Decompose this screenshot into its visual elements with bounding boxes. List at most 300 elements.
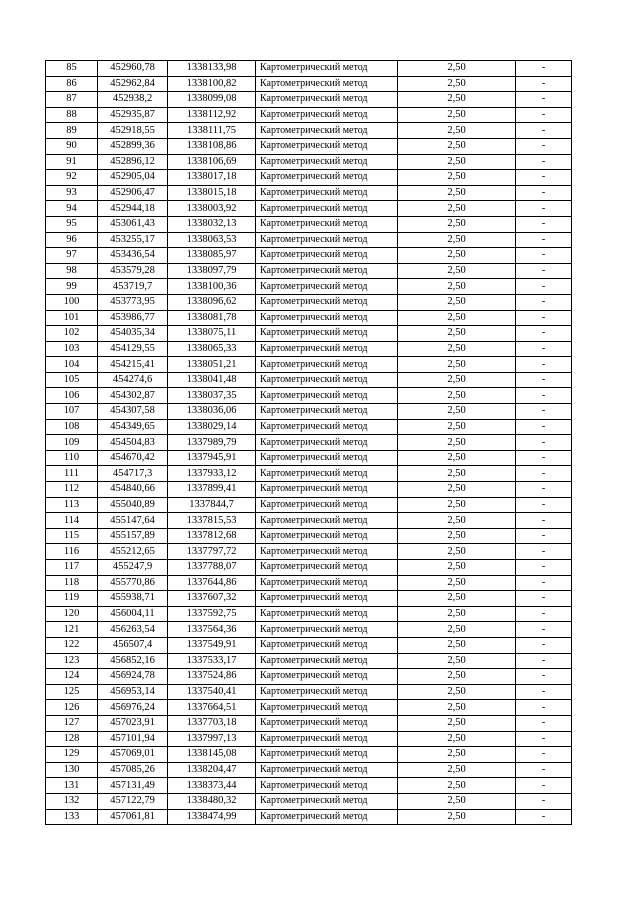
method-cell: Картометрический метод xyxy=(256,560,398,576)
y-coordinate-cell: 1338373,44 xyxy=(168,778,256,794)
y-coordinate-cell: 1337549,91 xyxy=(168,637,256,653)
x-coordinate-cell: 456924,78 xyxy=(98,669,168,685)
point-number-cell: 121 xyxy=(46,622,98,638)
table-row xyxy=(46,435,572,451)
accuracy-cell: 2,50 xyxy=(398,76,516,92)
method-cell: Картометрический метод xyxy=(256,482,398,498)
point-number-cell: 91 xyxy=(46,154,98,170)
method-cell: Картометрический метод xyxy=(256,450,398,466)
method-cell: Картометрический метод xyxy=(256,528,398,544)
table-row xyxy=(46,591,572,607)
x-coordinate-cell: 455040,89 xyxy=(98,497,168,513)
y-coordinate-cell: 1338108,86 xyxy=(168,138,256,154)
method-cell: Картометрический метод xyxy=(256,76,398,92)
y-coordinate-cell: 1338051,21 xyxy=(168,357,256,373)
y-coordinate-cell: 1338036,06 xyxy=(168,404,256,420)
y-coordinate-cell: 1338065,33 xyxy=(168,341,256,357)
method-cell: Картометрический метод xyxy=(256,793,398,809)
point-number-cell: 123 xyxy=(46,653,98,669)
method-cell: Картометрический метод xyxy=(256,294,398,310)
method-cell: Картометрический метод xyxy=(256,154,398,170)
table-row xyxy=(46,747,572,763)
point-number-cell: 87 xyxy=(46,92,98,108)
table-row xyxy=(46,263,572,279)
y-coordinate-cell: 1337607,32 xyxy=(168,591,256,607)
description-cell: - xyxy=(516,279,572,295)
method-cell: Картометрический метод xyxy=(256,263,398,279)
method-cell: Картометрический метод xyxy=(256,326,398,342)
x-coordinate-cell: 453436,54 xyxy=(98,248,168,264)
description-cell: - xyxy=(516,170,572,186)
accuracy-cell: 2,50 xyxy=(398,653,516,669)
x-coordinate-cell: 452944,18 xyxy=(98,201,168,217)
coordinates-table xyxy=(45,60,572,825)
accuracy-cell: 2,50 xyxy=(398,793,516,809)
table-row xyxy=(46,326,572,342)
point-number-cell: 96 xyxy=(46,232,98,248)
point-number-cell: 124 xyxy=(46,669,98,685)
point-number-cell: 85 xyxy=(46,61,98,77)
point-number-cell: 92 xyxy=(46,170,98,186)
description-cell: - xyxy=(516,762,572,778)
method-cell: Картометрический метод xyxy=(256,107,398,123)
table-row xyxy=(46,497,572,513)
method-cell: Картометрический метод xyxy=(256,637,398,653)
y-coordinate-cell: 1337812,68 xyxy=(168,528,256,544)
y-coordinate-cell: 1337997,13 xyxy=(168,731,256,747)
y-coordinate-cell: 1338041,48 xyxy=(168,372,256,388)
accuracy-cell: 2,50 xyxy=(398,575,516,591)
x-coordinate-cell: 452905,04 xyxy=(98,170,168,186)
accuracy-cell: 2,50 xyxy=(398,216,516,232)
x-coordinate-cell: 456263,54 xyxy=(98,622,168,638)
accuracy-cell: 2,50 xyxy=(398,388,516,404)
description-cell: - xyxy=(516,715,572,731)
accuracy-cell: 2,50 xyxy=(398,715,516,731)
y-coordinate-cell: 1338111,75 xyxy=(168,123,256,139)
method-cell: Картометрический метод xyxy=(256,669,398,685)
table-row xyxy=(46,528,572,544)
method-cell: Картометрический метод xyxy=(256,684,398,700)
y-coordinate-cell: 1337564,36 xyxy=(168,622,256,638)
description-cell: - xyxy=(516,92,572,108)
y-coordinate-cell: 1338204,47 xyxy=(168,762,256,778)
y-coordinate-cell: 1337540,41 xyxy=(168,684,256,700)
accuracy-cell: 2,50 xyxy=(398,622,516,638)
description-cell: - xyxy=(516,466,572,482)
table-row xyxy=(46,372,572,388)
description-cell: - xyxy=(516,76,572,92)
point-number-cell: 100 xyxy=(46,294,98,310)
method-cell: Картометрический метод xyxy=(256,404,398,420)
point-number-cell: 105 xyxy=(46,372,98,388)
accuracy-cell: 2,50 xyxy=(398,450,516,466)
point-number-cell: 110 xyxy=(46,450,98,466)
method-cell: Картометрический метод xyxy=(256,419,398,435)
x-coordinate-cell: 452899,36 xyxy=(98,138,168,154)
description-cell: - xyxy=(516,61,572,77)
method-cell: Картометрический метод xyxy=(256,762,398,778)
accuracy-cell: 2,50 xyxy=(398,591,516,607)
accuracy-cell: 2,50 xyxy=(398,107,516,123)
description-cell: - xyxy=(516,575,572,591)
x-coordinate-cell: 456953,14 xyxy=(98,684,168,700)
description-cell: - xyxy=(516,232,572,248)
x-coordinate-cell: 456852,16 xyxy=(98,653,168,669)
table-row xyxy=(46,653,572,669)
accuracy-cell: 2,50 xyxy=(398,201,516,217)
point-number-cell: 90 xyxy=(46,138,98,154)
description-cell: - xyxy=(516,216,572,232)
accuracy-cell: 2,50 xyxy=(398,435,516,451)
accuracy-cell: 2,50 xyxy=(398,637,516,653)
method-cell: Картометрический метод xyxy=(256,466,398,482)
description-cell: - xyxy=(516,357,572,373)
accuracy-cell: 2,50 xyxy=(398,138,516,154)
point-number-cell: 93 xyxy=(46,185,98,201)
point-number-cell: 129 xyxy=(46,747,98,763)
table-row xyxy=(46,294,572,310)
x-coordinate-cell: 453579,28 xyxy=(98,263,168,279)
table-row xyxy=(46,606,572,622)
y-coordinate-cell: 1338032,13 xyxy=(168,216,256,232)
y-coordinate-cell: 1338480,32 xyxy=(168,793,256,809)
accuracy-cell: 2,50 xyxy=(398,372,516,388)
method-cell: Картометрический метод xyxy=(256,341,398,357)
accuracy-cell: 2,50 xyxy=(398,497,516,513)
x-coordinate-cell: 452906,47 xyxy=(98,185,168,201)
accuracy-cell: 2,50 xyxy=(398,466,516,482)
description-cell: - xyxy=(516,435,572,451)
point-number-cell: 133 xyxy=(46,809,98,825)
table-row xyxy=(46,466,572,482)
description-cell: - xyxy=(516,450,572,466)
point-number-cell: 131 xyxy=(46,778,98,794)
description-cell: - xyxy=(516,201,572,217)
x-coordinate-cell: 456004,11 xyxy=(98,606,168,622)
x-coordinate-cell: 454504,83 xyxy=(98,435,168,451)
table-row xyxy=(46,201,572,217)
description-cell: - xyxy=(516,622,572,638)
table-row xyxy=(46,185,572,201)
point-number-cell: 112 xyxy=(46,482,98,498)
x-coordinate-cell: 455212,65 xyxy=(98,544,168,560)
description-cell: - xyxy=(516,591,572,607)
x-coordinate-cell: 454349,65 xyxy=(98,419,168,435)
x-coordinate-cell: 455157,89 xyxy=(98,528,168,544)
method-cell: Картометрический метод xyxy=(256,435,398,451)
x-coordinate-cell: 452938,2 xyxy=(98,92,168,108)
table-row xyxy=(46,279,572,295)
table-row xyxy=(46,450,572,466)
table-row xyxy=(46,419,572,435)
point-number-cell: 122 xyxy=(46,637,98,653)
y-coordinate-cell: 1338003,92 xyxy=(168,201,256,217)
description-cell: - xyxy=(516,482,572,498)
table-row xyxy=(46,92,572,108)
table-row xyxy=(46,560,572,576)
method-cell: Картометрический метод xyxy=(256,232,398,248)
accuracy-cell: 2,50 xyxy=(398,544,516,560)
x-coordinate-cell: 455247,9 xyxy=(98,560,168,576)
point-number-cell: 119 xyxy=(46,591,98,607)
point-number-cell: 113 xyxy=(46,497,98,513)
method-cell: Картометрический метод xyxy=(256,809,398,825)
method-cell: Картометрический метод xyxy=(256,700,398,716)
point-number-cell: 88 xyxy=(46,107,98,123)
table-row xyxy=(46,622,572,638)
y-coordinate-cell: 1338145,08 xyxy=(168,747,256,763)
x-coordinate-cell: 454302,87 xyxy=(98,388,168,404)
x-coordinate-cell: 456976,24 xyxy=(98,700,168,716)
point-number-cell: 106 xyxy=(46,388,98,404)
point-number-cell: 118 xyxy=(46,575,98,591)
method-cell: Картометрический метод xyxy=(256,715,398,731)
y-coordinate-cell: 1338015,18 xyxy=(168,185,256,201)
method-cell: Картометрический метод xyxy=(256,248,398,264)
point-number-cell: 98 xyxy=(46,263,98,279)
point-number-cell: 114 xyxy=(46,513,98,529)
method-cell: Картометрический метод xyxy=(256,606,398,622)
accuracy-cell: 2,50 xyxy=(398,747,516,763)
accuracy-cell: 2,50 xyxy=(398,326,516,342)
x-coordinate-cell: 457101,94 xyxy=(98,731,168,747)
point-number-cell: 128 xyxy=(46,731,98,747)
accuracy-cell: 2,50 xyxy=(398,731,516,747)
x-coordinate-cell: 455147,64 xyxy=(98,513,168,529)
accuracy-cell: 2,50 xyxy=(398,263,516,279)
point-number-cell: 120 xyxy=(46,606,98,622)
description-cell: - xyxy=(516,123,572,139)
description-cell: - xyxy=(516,497,572,513)
point-number-cell: 95 xyxy=(46,216,98,232)
table-row xyxy=(46,513,572,529)
x-coordinate-cell: 454307,58 xyxy=(98,404,168,420)
description-cell: - xyxy=(516,294,572,310)
accuracy-cell: 2,50 xyxy=(398,606,516,622)
y-coordinate-cell: 1337933,12 xyxy=(168,466,256,482)
accuracy-cell: 2,50 xyxy=(398,185,516,201)
description-cell: - xyxy=(516,513,572,529)
table-row xyxy=(46,341,572,357)
method-cell: Картометрический метод xyxy=(256,497,398,513)
accuracy-cell: 2,50 xyxy=(398,809,516,825)
point-number-cell: 111 xyxy=(46,466,98,482)
accuracy-cell: 2,50 xyxy=(398,762,516,778)
description-cell: - xyxy=(516,684,572,700)
table-row xyxy=(46,575,572,591)
description-cell: - xyxy=(516,669,572,685)
method-cell: Картометрический метод xyxy=(256,622,398,638)
description-cell: - xyxy=(516,653,572,669)
table-row xyxy=(46,138,572,154)
description-cell: - xyxy=(516,731,572,747)
accuracy-cell: 2,50 xyxy=(398,170,516,186)
x-coordinate-cell: 454840,66 xyxy=(98,482,168,498)
point-number-cell: 107 xyxy=(46,404,98,420)
x-coordinate-cell: 457131,49 xyxy=(98,778,168,794)
description-cell: - xyxy=(516,310,572,326)
accuracy-cell: 2,50 xyxy=(398,61,516,77)
x-coordinate-cell: 452918,55 xyxy=(98,123,168,139)
point-number-cell: 97 xyxy=(46,248,98,264)
point-number-cell: 86 xyxy=(46,76,98,92)
y-coordinate-cell: 1338106,69 xyxy=(168,154,256,170)
x-coordinate-cell: 457085,26 xyxy=(98,762,168,778)
table-row xyxy=(46,762,572,778)
point-number-cell: 126 xyxy=(46,700,98,716)
table-row xyxy=(46,216,572,232)
y-coordinate-cell: 1337844,7 xyxy=(168,497,256,513)
method-cell: Картометрический метод xyxy=(256,372,398,388)
method-cell: Картометрический метод xyxy=(256,216,398,232)
table-row xyxy=(46,778,572,794)
y-coordinate-cell: 1338075,11 xyxy=(168,326,256,342)
point-number-cell: 103 xyxy=(46,341,98,357)
x-coordinate-cell: 455770,86 xyxy=(98,575,168,591)
point-number-cell: 109 xyxy=(46,435,98,451)
x-coordinate-cell: 453719,7 xyxy=(98,279,168,295)
method-cell: Картометрический метод xyxy=(256,310,398,326)
method-cell: Картометрический метод xyxy=(256,185,398,201)
coordinates-table-body xyxy=(46,61,572,825)
accuracy-cell: 2,50 xyxy=(398,123,516,139)
table-row xyxy=(46,700,572,716)
accuracy-cell: 2,50 xyxy=(398,341,516,357)
table-row xyxy=(46,809,572,825)
method-cell: Картометрический метод xyxy=(256,138,398,154)
accuracy-cell: 2,50 xyxy=(398,248,516,264)
description-cell: - xyxy=(516,372,572,388)
accuracy-cell: 2,50 xyxy=(398,560,516,576)
table-row xyxy=(46,170,572,186)
accuracy-cell: 2,50 xyxy=(398,279,516,295)
table-row xyxy=(46,669,572,685)
table-row xyxy=(46,107,572,123)
table-row xyxy=(46,61,572,77)
x-coordinate-cell: 457122,79 xyxy=(98,793,168,809)
table-row xyxy=(46,123,572,139)
point-number-cell: 130 xyxy=(46,762,98,778)
description-cell: - xyxy=(516,700,572,716)
y-coordinate-cell: 1337664,51 xyxy=(168,700,256,716)
y-coordinate-cell: 1338100,82 xyxy=(168,76,256,92)
description-cell: - xyxy=(516,544,572,560)
method-cell: Картометрический метод xyxy=(256,591,398,607)
x-coordinate-cell: 452960,78 xyxy=(98,61,168,77)
description-cell: - xyxy=(516,637,572,653)
accuracy-cell: 2,50 xyxy=(398,513,516,529)
y-coordinate-cell: 1337524,86 xyxy=(168,669,256,685)
table-row xyxy=(46,248,572,264)
y-coordinate-cell: 1337703,18 xyxy=(168,715,256,731)
y-coordinate-cell: 1338063,53 xyxy=(168,232,256,248)
accuracy-cell: 2,50 xyxy=(398,482,516,498)
accuracy-cell: 2,50 xyxy=(398,310,516,326)
point-number-cell: 117 xyxy=(46,560,98,576)
y-coordinate-cell: 1337533,17 xyxy=(168,653,256,669)
y-coordinate-cell: 1337788,07 xyxy=(168,560,256,576)
method-cell: Картометрический метод xyxy=(256,778,398,794)
y-coordinate-cell: 1338081,78 xyxy=(168,310,256,326)
accuracy-cell: 2,50 xyxy=(398,294,516,310)
y-coordinate-cell: 1338097,79 xyxy=(168,263,256,279)
method-cell: Картометрический метод xyxy=(256,279,398,295)
point-number-cell: 115 xyxy=(46,528,98,544)
description-cell: - xyxy=(516,388,572,404)
accuracy-cell: 2,50 xyxy=(398,778,516,794)
accuracy-cell: 2,50 xyxy=(398,419,516,435)
y-coordinate-cell: 1338096,62 xyxy=(168,294,256,310)
description-cell: - xyxy=(516,107,572,123)
x-coordinate-cell: 454129,55 xyxy=(98,341,168,357)
point-number-cell: 132 xyxy=(46,793,98,809)
table-row xyxy=(46,404,572,420)
table-row xyxy=(46,388,572,404)
method-cell: Картометрический метод xyxy=(256,575,398,591)
y-coordinate-cell: 1338029,14 xyxy=(168,419,256,435)
description-cell: - xyxy=(516,404,572,420)
point-number-cell: 94 xyxy=(46,201,98,217)
y-coordinate-cell: 1338037,35 xyxy=(168,388,256,404)
x-coordinate-cell: 452962,84 xyxy=(98,76,168,92)
accuracy-cell: 2,50 xyxy=(398,232,516,248)
table-row xyxy=(46,793,572,809)
x-coordinate-cell: 452896,12 xyxy=(98,154,168,170)
method-cell: Картометрический метод xyxy=(256,92,398,108)
accuracy-cell: 2,50 xyxy=(398,528,516,544)
method-cell: Картометрический метод xyxy=(256,357,398,373)
accuracy-cell: 2,50 xyxy=(398,154,516,170)
method-cell: Картометрический метод xyxy=(256,544,398,560)
point-number-cell: 125 xyxy=(46,684,98,700)
y-coordinate-cell: 1338100,36 xyxy=(168,279,256,295)
y-coordinate-cell: 1338133,98 xyxy=(168,61,256,77)
x-coordinate-cell: 455938,71 xyxy=(98,591,168,607)
description-cell: - xyxy=(516,154,572,170)
y-coordinate-cell: 1338112,92 xyxy=(168,107,256,123)
table-row xyxy=(46,715,572,731)
accuracy-cell: 2,50 xyxy=(398,684,516,700)
accuracy-cell: 2,50 xyxy=(398,700,516,716)
x-coordinate-cell: 454717,3 xyxy=(98,466,168,482)
method-cell: Картометрический метод xyxy=(256,747,398,763)
x-coordinate-cell: 454670,42 xyxy=(98,450,168,466)
x-coordinate-cell: 454215,41 xyxy=(98,357,168,373)
table-row xyxy=(46,482,572,498)
description-cell: - xyxy=(516,326,572,342)
description-cell: - xyxy=(516,248,572,264)
point-number-cell: 127 xyxy=(46,715,98,731)
x-coordinate-cell: 456507,4 xyxy=(98,637,168,653)
x-coordinate-cell: 457023,91 xyxy=(98,715,168,731)
x-coordinate-cell: 453061,43 xyxy=(98,216,168,232)
point-number-cell: 89 xyxy=(46,123,98,139)
method-cell: Картометрический метод xyxy=(256,123,398,139)
table-row xyxy=(46,637,572,653)
accuracy-cell: 2,50 xyxy=(398,357,516,373)
y-coordinate-cell: 1337592,75 xyxy=(168,606,256,622)
accuracy-cell: 2,50 xyxy=(398,669,516,685)
description-cell: - xyxy=(516,138,572,154)
method-cell: Картометрический метод xyxy=(256,513,398,529)
table-row xyxy=(46,544,572,560)
description-cell: - xyxy=(516,341,572,357)
y-coordinate-cell: 1338474,99 xyxy=(168,809,256,825)
description-cell: - xyxy=(516,560,572,576)
method-cell: Картометрический метод xyxy=(256,731,398,747)
table-row xyxy=(46,357,572,373)
